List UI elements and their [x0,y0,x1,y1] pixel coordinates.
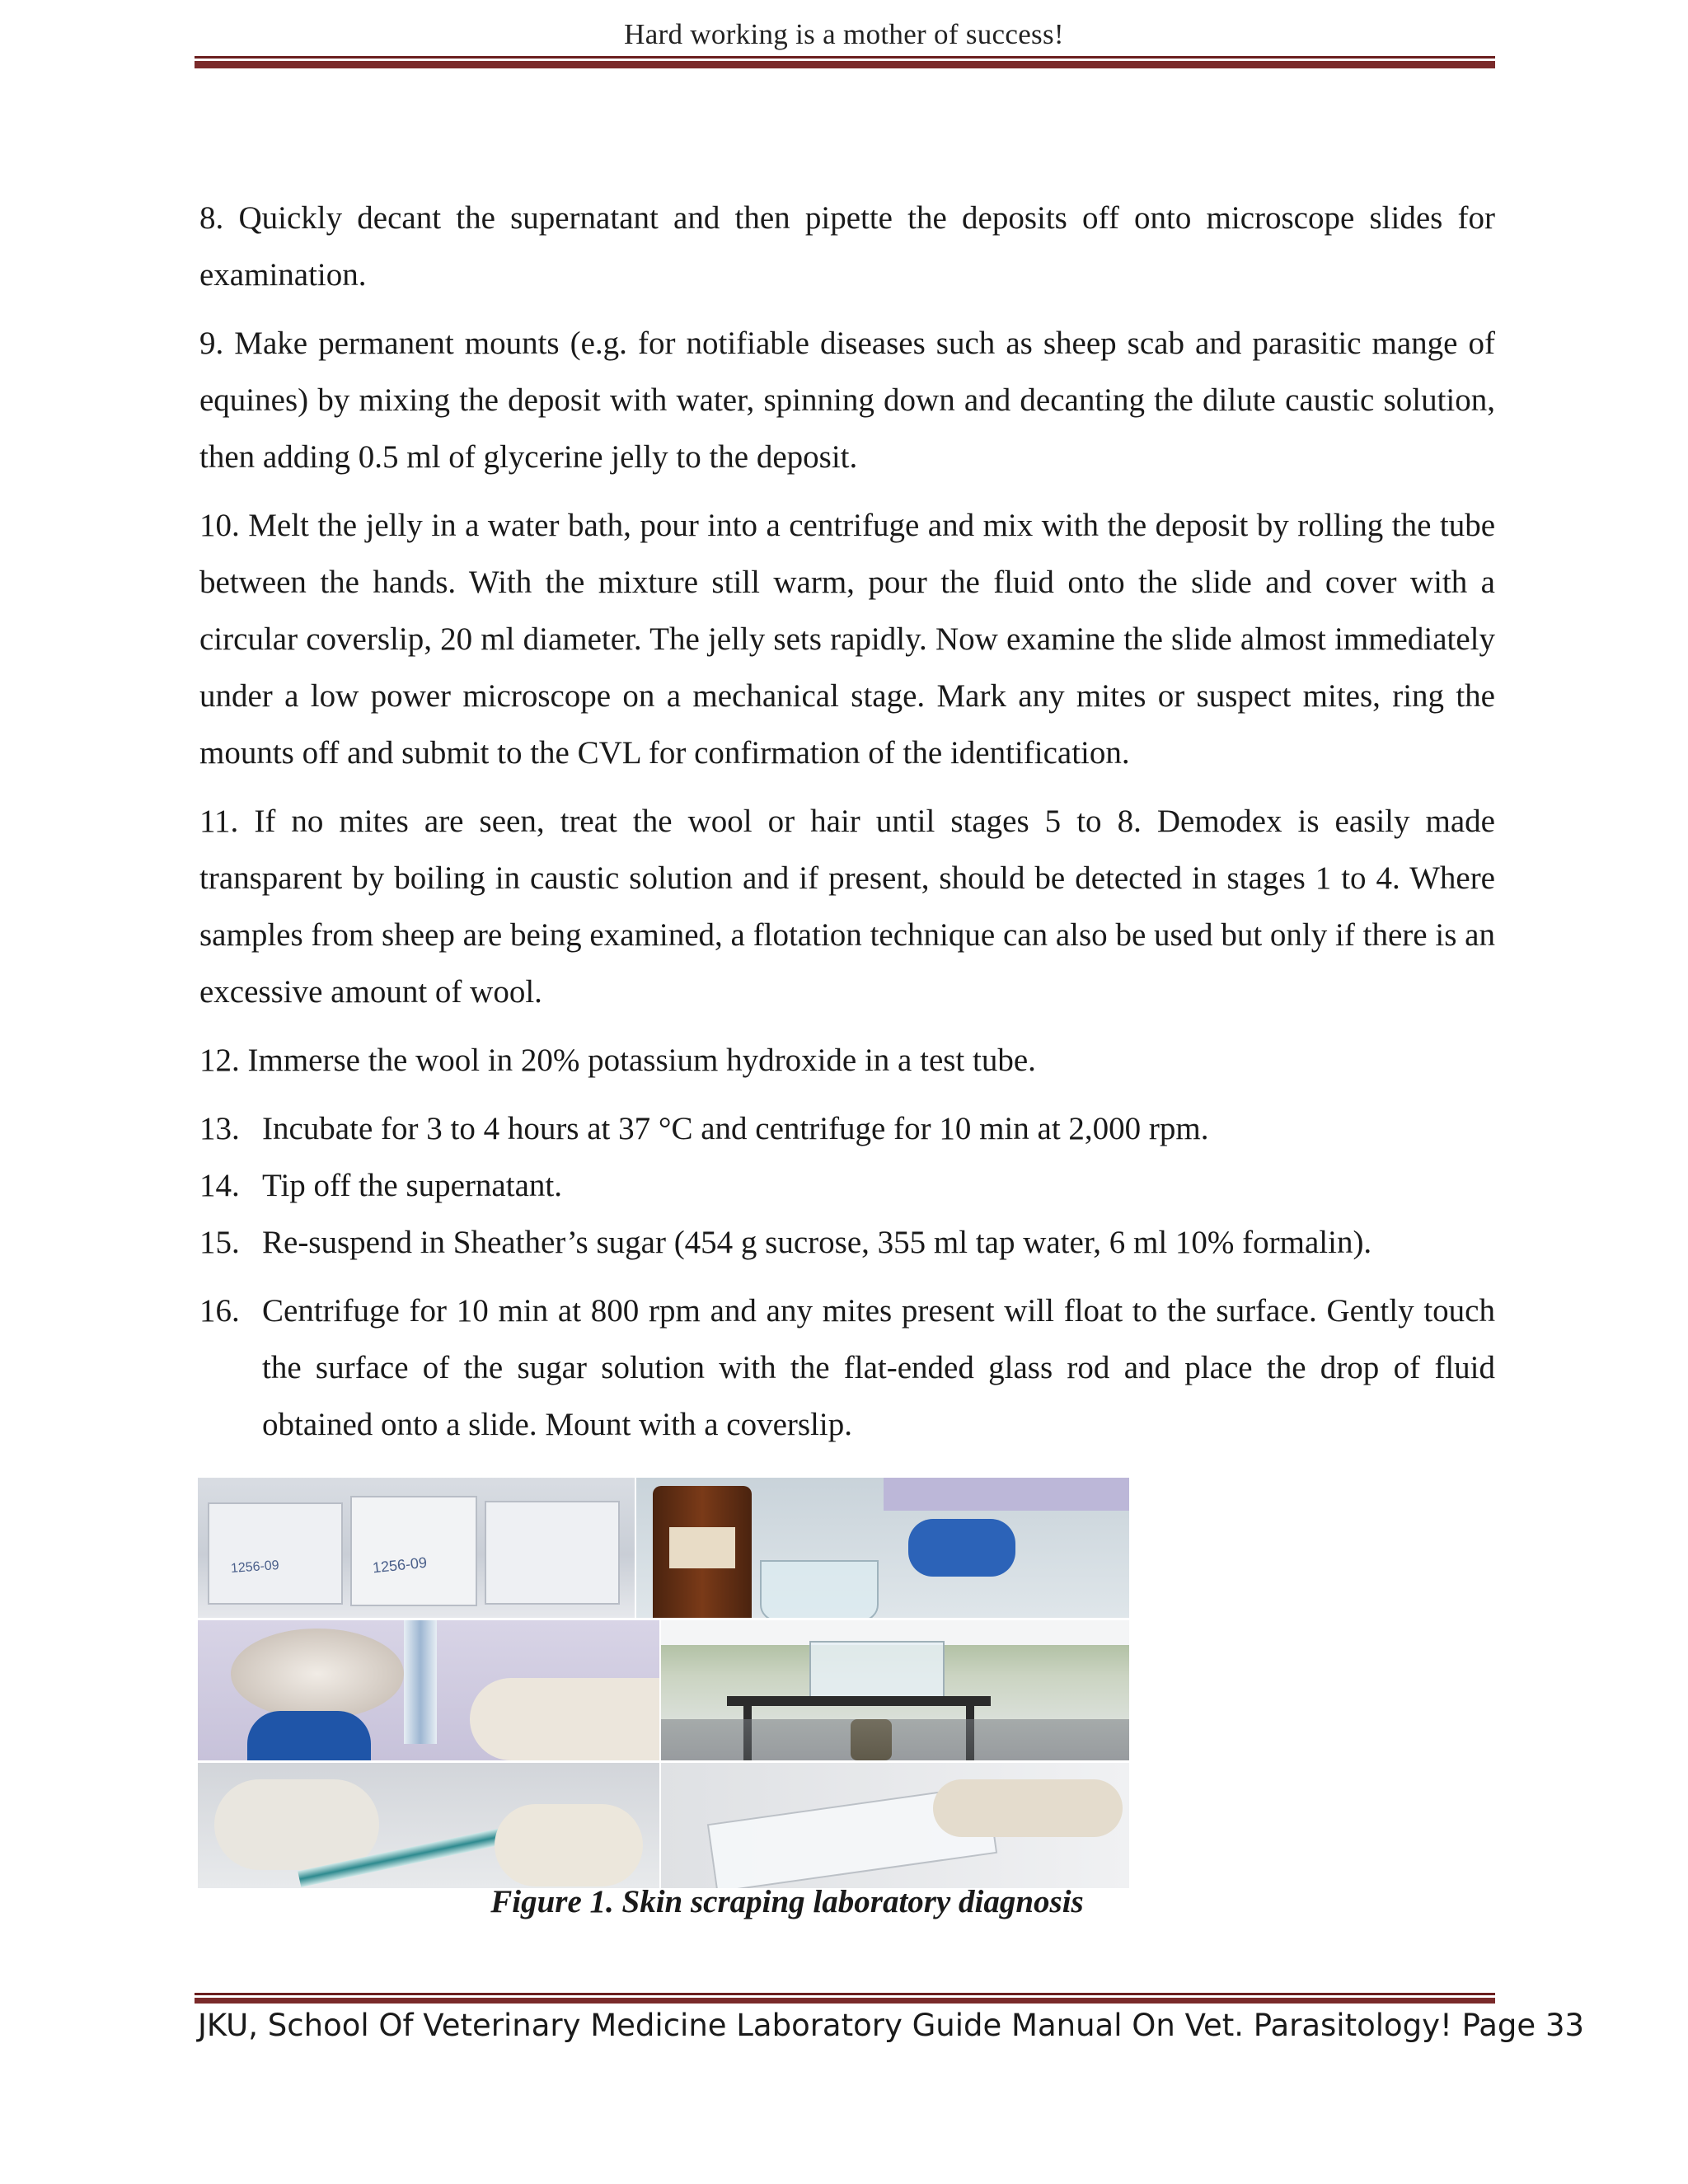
footer-rule-thin [195,1993,1495,1995]
numbered-item-13 [199,1100,1495,1157]
item-text: Centrifuge for 10 min at 800 rpm and any mites present will float to the surface. Gently touch the surface of the sugar solution with the flat-ended glass rod and place the drop of fluid obtained onto a slide. Mount with a coverslip. [262,1293,1495,1442]
item-text: Re-suspend in Sheather’s sugar (454 g sucrose, 355 ml tap water, 6 ml 10% formalin). [262,1225,1372,1260]
footer-text: JKU, School Of Veterinary Medicine Laboratory Guide Manual On Vet. Parasitology! Page 33 [198,2008,1585,2043]
footer-rule-thick [195,1998,1495,2004]
photo-test-tube-gloves [198,1763,659,1888]
photo-tripod-beaker [661,1620,1129,1760]
paragraph-10: 10. Melt the jelly in a water bath, pour into a centrifuge and mix with the deposit by rolling the tube between the hands. With the mixture still warm, pour the fluid onto the slide and cover with a circular coverslip, 20 ml diameter. The jelly sets rapidly. Now examine the slide almost immediately under a low power microscope on a mechanical stage. Mark any mites or suspect mites, ring the mounts off and submit to the CVL for confirmation of the identification. [199,508,1495,771]
item-text: Tip off the supernatant. [262,1168,562,1203]
numbered-item-16 [199,1282,1495,1453]
item-number: 13. [199,1111,240,1146]
numbered-item-15 [199,1214,1495,1271]
header-rule-thick [195,61,1495,68]
paragraph-9: 9. Make permanent mounts (e.g. for notifiable diseases such as sheep scab and parasitic mange of equines) by mixing the deposit with water, spinning down and decanting the dilute caustic solution, then adding 0.5 ml of glycerine jelly to the deposit. [199,326,1495,475]
bag-label: 1256-09 [372,1554,428,1577]
paragraph-12: 12. Immerse the wool in 20% potassium hydroxide in a test tube. [199,1043,1036,1078]
item-number: 16. [199,1293,240,1329]
header-title: Hard working is a mother of success! [624,18,1064,50]
photo-microscope-slide [661,1763,1129,1888]
figure-caption: Figure 1. Skin scraping laboratory diagnosis [490,1884,1084,1919]
item-number: 14. [199,1168,240,1203]
item-number: 15. [199,1225,240,1260]
photo-spirit-lamp [198,1620,659,1760]
photo-sample-bags [198,1478,635,1618]
photo-reagent-bottle [636,1478,1129,1618]
paragraph-8: 8. Quickly decant the supernatant and then pipette the deposits off onto microscope slides for examination. [199,200,1495,293]
header-rule-thin [195,56,1495,59]
figure-photo-collage [198,1478,1129,1888]
paragraph-11: 11. If no mites are seen, treat the wool or hair until stages 5 to 8. Demodex is easily made transparent by boiling in caustic solution and if present, should be detected in stages 1 to 4. Where samples from sheep are being examined, a flotation technique can also be used but only if there is an excessive amount of wool. [199,804,1495,1010]
numbered-item-14 [199,1157,1495,1214]
body-text [199,190,1495,1453]
item-text: Incubate for 3 to 4 hours at 37 °C and centrifuge for 10 min at 2,000 rpm. [262,1111,1209,1146]
bag-label: 1256-09 [230,1558,280,1577]
